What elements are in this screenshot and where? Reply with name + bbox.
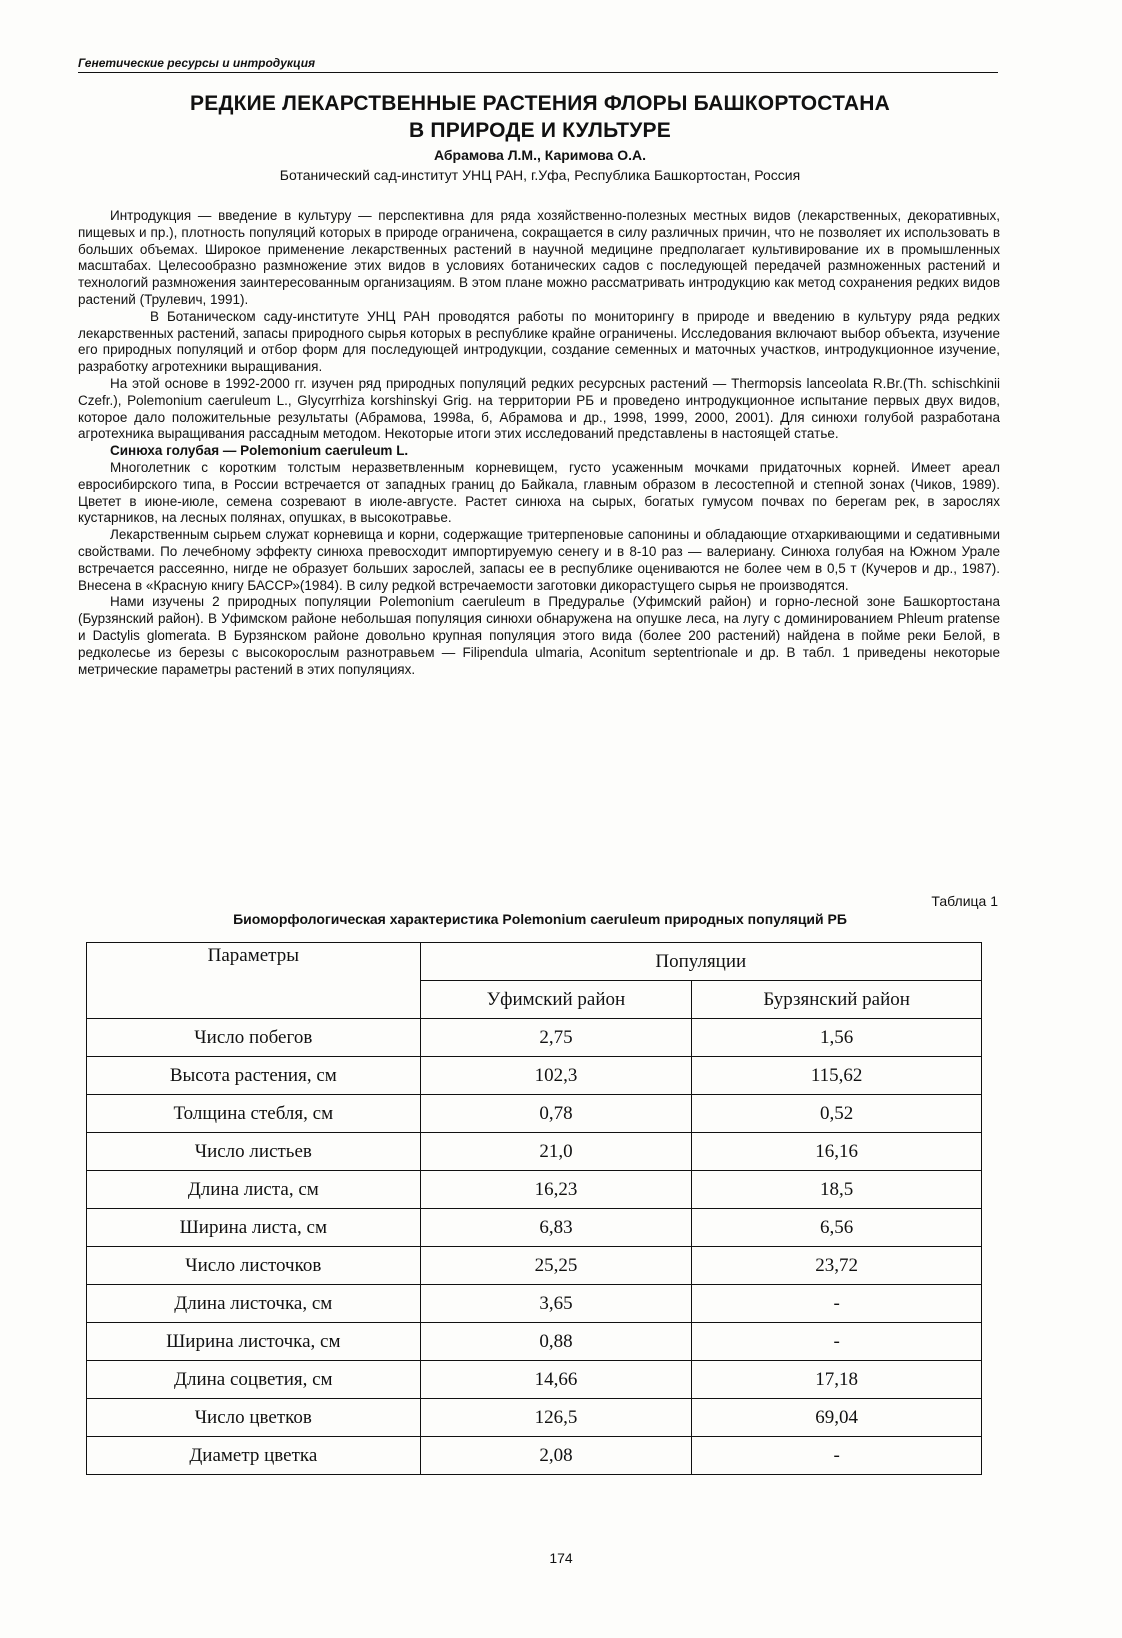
row-burzyan: 17,18	[692, 1361, 982, 1399]
row-ufa: 16,23	[420, 1171, 692, 1209]
table-row	[87, 1209, 982, 1247]
section-heading: Синюха голубая — Polemonium caeruleum L.	[110, 443, 409, 459]
table-row	[87, 1285, 982, 1323]
row-burzyan: 1,56	[692, 1019, 982, 1057]
header-parameters: Параметры	[87, 943, 421, 1019]
row-burzyan: 0,52	[692, 1095, 982, 1133]
table-row	[87, 1323, 982, 1361]
page-number: 174	[549, 1550, 573, 1566]
row-ufa: 6,83	[420, 1209, 692, 1247]
row-param: Число листочков	[87, 1247, 421, 1285]
row-param: Толщина стебля, см	[87, 1095, 421, 1133]
row-param: Число побегов	[87, 1019, 421, 1057]
table-row	[87, 1133, 982, 1171]
row-param: Ширина листочка, см	[87, 1323, 421, 1361]
table-row	[87, 1095, 982, 1133]
paragraph-raw-material: Лекарственным сырьем служат корневища и корни, содержащие тритерпеновые сапонины и обладающие отхаркивающими и седативными свойствами. По лечебному эффекту синюха превосходит импортируемую сенегу и в 8-10 раз — валериану. Синюха голубая на Южном Урале встречается рассеянно, нигде не образует больших зарослей, запасы ее в республике оцениваются не более чем в 0,5 т (Кучеров и др., 1987). Внесена в «Красную книгу БАССР»(1984). В силу редкой встречаемости заготовки дикорастущего сырья не производятся.	[78, 527, 1000, 593]
row-param: Длина соцветия, см	[87, 1361, 421, 1399]
row-burzyan: 6,56	[692, 1209, 982, 1247]
row-burzyan: -	[692, 1285, 982, 1323]
table-row	[87, 1171, 982, 1209]
row-ufa: 2,08	[420, 1437, 692, 1475]
row-ufa: 14,66	[420, 1361, 692, 1399]
row-param: Ширина листа, см	[87, 1209, 421, 1247]
title-line-1: РЕДКИЕ ЛЕКАРСТВЕННЫЕ РАСТЕНИЯ ФЛОРЫ БАШКОРТОСТАНА	[190, 92, 890, 115]
row-param: Высота растения, см	[87, 1057, 421, 1095]
row-ufa: 102,3	[420, 1057, 692, 1095]
row-param: Диаметр цветка	[87, 1437, 421, 1475]
data-table	[86, 942, 982, 1475]
row-param: Число цветков	[87, 1399, 421, 1437]
table-row	[87, 1437, 982, 1475]
header-populations: Популяции	[420, 943, 981, 981]
table-row	[87, 1247, 982, 1285]
row-ufa: 3,65	[420, 1285, 692, 1323]
row-param: Число листьев	[87, 1133, 421, 1171]
paragraph-garden: В Ботаническом саду-институте УНЦ РАН проводятся работы по мониторингу в природе и введению в культуру ряда редких лекарственных растений, запасы природного сырья которых в республике крайне ограничены. Исследования включают выбор объекта, изучение его природных популяций и отбор форм для последующей интродукции, создание семенных и маточных участков, интродукционное изучение, разработку агротехники выращивания.	[78, 308, 1000, 375]
header-ufa-district: Уфимский район	[420, 981, 692, 1019]
table-row	[87, 1399, 982, 1437]
row-burzyan: -	[692, 1437, 982, 1475]
table-header-row	[87, 943, 982, 981]
row-burzyan: 23,72	[692, 1247, 982, 1285]
row-burzyan: 18,5	[692, 1171, 982, 1209]
title-line-2: В ПРИРОДЕ И КУЛЬТУРЕ	[409, 119, 671, 142]
table-row	[87, 1361, 982, 1399]
row-burzyan: 115,62	[692, 1057, 982, 1095]
row-ufa: 2,75	[420, 1019, 692, 1057]
article-title	[80, 90, 1000, 144]
row-burzyan: 69,04	[692, 1399, 982, 1437]
row-ufa: 126,5	[420, 1399, 692, 1437]
row-burzyan: 16,16	[692, 1133, 982, 1171]
table-row	[87, 1057, 982, 1095]
affiliation: Ботанический сад-институт УНЦ РАН, г.Уфа, Республика Башкортостан, Россия	[279, 167, 801, 183]
row-ufa: 21,0	[420, 1133, 692, 1171]
paragraph-basis: На этой основе в 1992-2000 гг. изучен ряд природных популяций редких ресурсных растений — Thermopsis lanceolata R.Br.(Th. schischkinii Czefr.), Polemonium caeruleum L., Glycyrrhiza korshinskyi Grig. на территории РБ и проведено интродукционное испытание первых двух видов, которое дало положительные результаты (Абрамова, 1998а, б, Абрамова и др., 1998, 1999, 2000, 2001). Для синюхи голубой разработана агротехника выращивания рассадным методом. Некоторые итоги этих исследований представлены в настоящей статье.	[78, 375, 1000, 442]
paragraph-intro: Интродукция — введение в культуру — перспективна для ряда хозяйственно-полезных местных видов (лекарственных, декоративных, пищевых и пр.), плотность популяций которых в природе ограничена, сокращается в силу различных причин, что не позволяет их использовать в больших объемах. Широкое применение лекарственных растений в научной медицине предполагает культивирование их в промышленных масштабах. Целесообразно размножение этих видов в условиях ботанических садов с последующей передачей размноженных растений и технологий размножения заинтересованным организациям. В этом плане можно рассматривать интродукцию как метод сохранения редких видов растений (Трулевич, 1991).	[78, 208, 1000, 307]
row-ufa: 0,88	[420, 1323, 692, 1361]
row-burzyan: -	[692, 1323, 982, 1361]
row-param: Длина листа, см	[87, 1171, 421, 1209]
header-burzyan-district: Бурзянский район	[692, 981, 982, 1019]
running-head: Генетические ресурсы и интродукция	[78, 56, 998, 73]
paragraph-description: Многолетник с коротким толстым неразветвленным корневищем, густо усаженным мочками придаточных корней. Имеет ареал евросибирского типа, в России встречается от западных границ до Байкала, главным образом в лесостепной и степной зонах (Чиков, 1989). Цветет в июне-июле, семена созревают в июле-августе. Растет синюха на сырых, богатых гумусом почвах по берегам рек, в зарослях кустарников, на лесных полянах, опушках, в высокотравье.	[78, 459, 1000, 526]
table-label: Таблица 1	[931, 893, 998, 909]
row-ufa: 0,78	[420, 1095, 692, 1133]
paragraph-populations: Нами изучены 2 природных популяции Polemonium caeruleum в Предуралье (Уфимский район) и горно-лесной зоне Башкортостана (Бурзянский район). В Уфимском районе небольшая популяция синюхи обнаружена на опушке леса, на лугу с доминированием Phleum pratense и Dactylis glomerata. В Бурзянском районе довольно крупная популяция этого вида (более 200 растений) найдена в пойме реки Белой, в редколесье из березы с высокорослым разнотравьем — Filipendula ulmaria, Aconitum septentrionale и др. В табл. 1 приведены некоторые метрические параметры растений в этих популяциях.	[78, 594, 1000, 677]
article-body	[78, 208, 1000, 678]
row-param: Длина листочка, см	[87, 1285, 421, 1323]
table-row	[87, 1019, 982, 1057]
row-ufa: 25,25	[420, 1247, 692, 1285]
authors: Абрамова Л.М., Каримова О.А.	[433, 147, 647, 163]
table-title: Биоморфологическая характеристика Polemonium caeruleum природных популяций РБ	[233, 911, 847, 927]
